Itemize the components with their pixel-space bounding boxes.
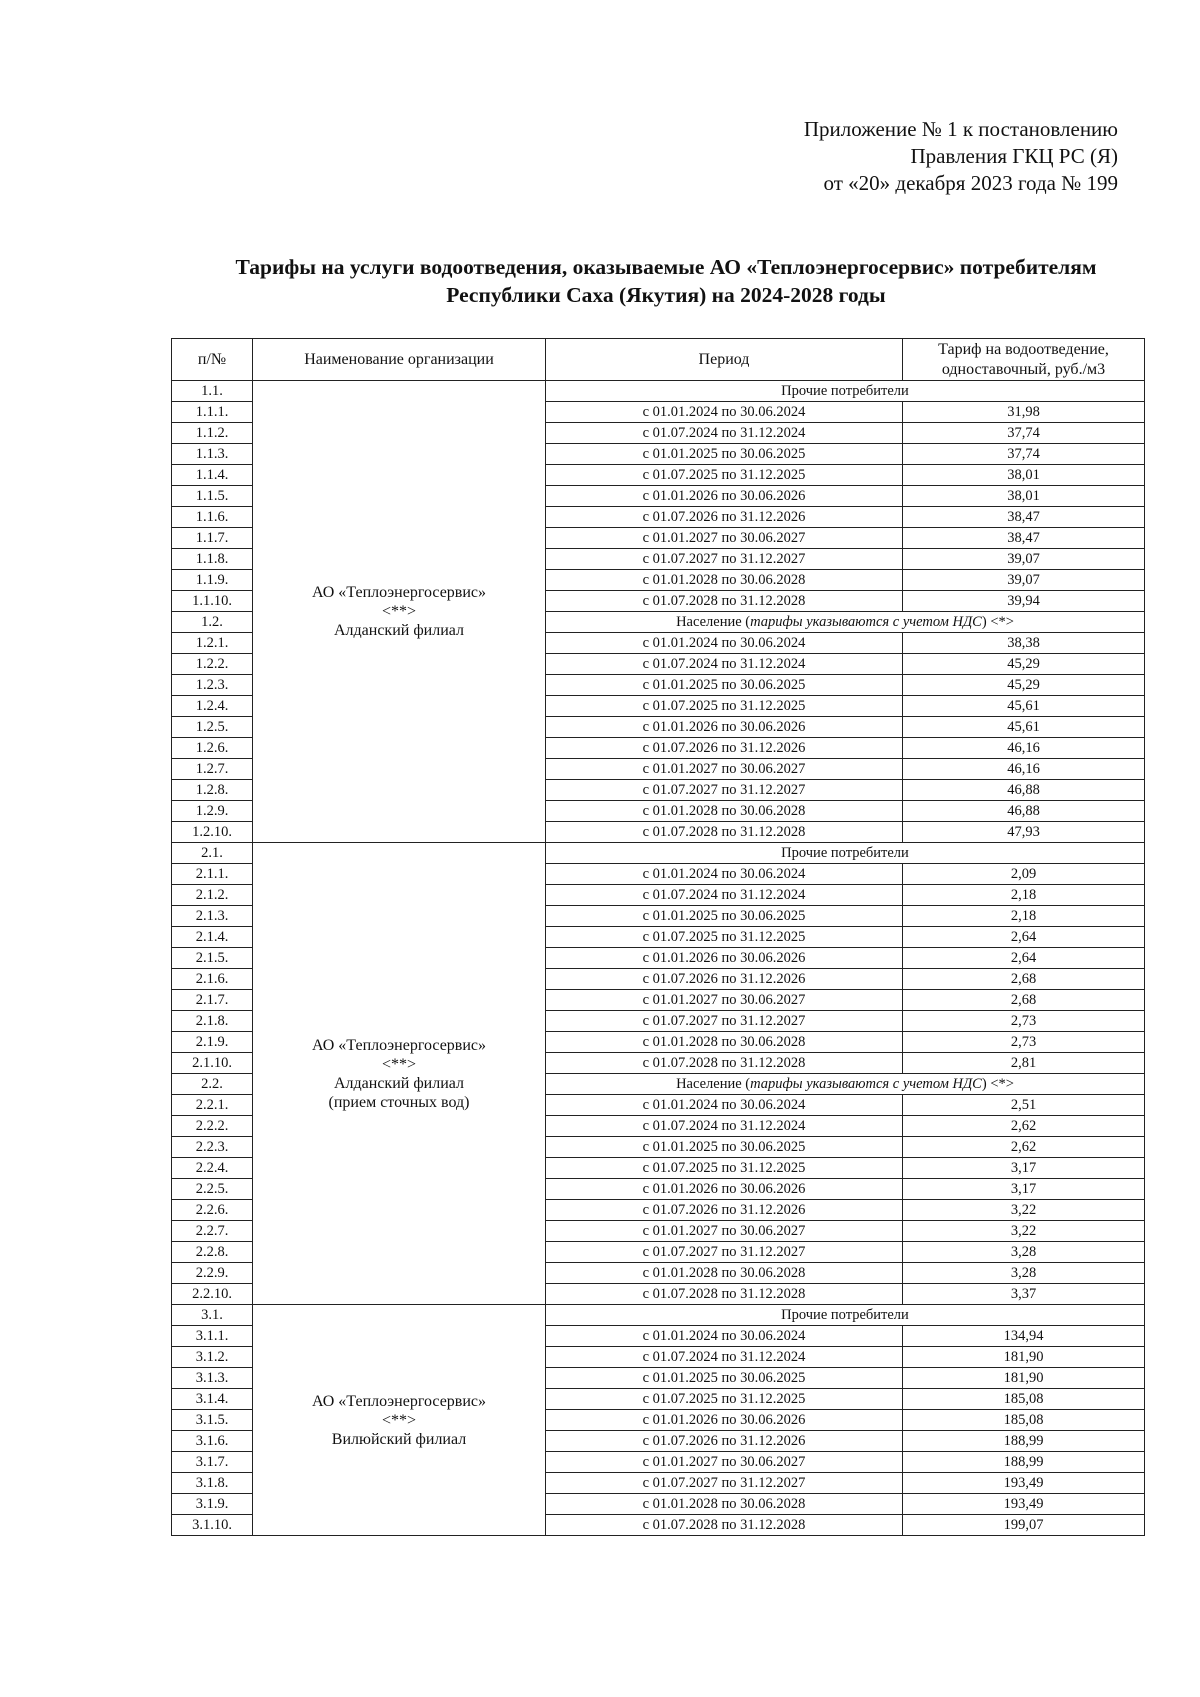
row-number: 2.2.10.: [172, 1284, 253, 1305]
tariff-value: 46,88: [903, 780, 1145, 801]
period-cell: с 01.01.2026 по 30.06.2026: [546, 1410, 903, 1431]
row-number: 3.1.9.: [172, 1494, 253, 1515]
column-header-organization: Наименование организации: [253, 339, 546, 381]
row-number: 2.2.6.: [172, 1200, 253, 1221]
period-cell: с 01.07.2026 по 31.12.2026: [546, 738, 903, 759]
tariff-value: 193,49: [903, 1494, 1145, 1515]
row-number: 2.2.4.: [172, 1158, 253, 1179]
table-header-row: [172, 339, 1145, 381]
column-header-period: Период: [546, 339, 903, 381]
tariff-value: 2,64: [903, 927, 1145, 948]
row-number: 2.1.1.: [172, 864, 253, 885]
organization-cell: [253, 1305, 546, 1536]
row-number: 1.1.6.: [172, 507, 253, 528]
period-cell: с 01.07.2028 по 31.12.2028: [546, 1515, 903, 1536]
period-cell: с 01.01.2026 по 30.06.2026: [546, 717, 903, 738]
tariff-value: 2,81: [903, 1053, 1145, 1074]
period-cell: с 01.07.2025 по 31.12.2025: [546, 696, 903, 717]
tariff-value: 2,51: [903, 1095, 1145, 1116]
tariff-value: 181,90: [903, 1368, 1145, 1389]
document-title: [150, 253, 1182, 309]
row-number: 2.1.7.: [172, 990, 253, 1011]
row-number: 3.1.1.: [172, 1326, 253, 1347]
row-number: 1.1.7.: [172, 528, 253, 549]
tariff-value: 181,90: [903, 1347, 1145, 1368]
period-cell: с 01.01.2026 по 30.06.2026: [546, 948, 903, 969]
period-cell: с 01.07.2025 по 31.12.2025: [546, 465, 903, 486]
row-number: 1.2.6.: [172, 738, 253, 759]
category-label-part: ) <*>: [981, 1075, 1014, 1092]
section-number: 2.2.: [172, 1074, 253, 1095]
period-cell: с 01.01.2027 по 30.06.2027: [546, 1452, 903, 1473]
row-number: 1.2.9.: [172, 801, 253, 822]
tariff-value: 37,74: [903, 444, 1145, 465]
tariff-value: 45,29: [903, 675, 1145, 696]
tariff-header-line-2: одноставочный, руб./м3: [941, 360, 1106, 378]
section-row: [172, 1305, 1145, 1326]
tariff-value: 47,93: [903, 822, 1145, 843]
row-number: 1.1.3.: [172, 444, 253, 465]
tariff-value: 2,64: [903, 948, 1145, 969]
row-number: 3.1.6.: [172, 1431, 253, 1452]
period-cell: с 01.07.2024 по 31.12.2024: [546, 1347, 903, 1368]
period-cell: с 01.01.2028 по 30.06.2028: [546, 1494, 903, 1515]
row-number: 2.1.5.: [172, 948, 253, 969]
row-number: 1.2.10.: [172, 822, 253, 843]
tariff-value: 31,98: [903, 402, 1145, 423]
period-cell: с 01.01.2026 по 30.06.2026: [546, 1179, 903, 1200]
row-number: 1.1.9.: [172, 570, 253, 591]
row-number: 1.2.7.: [172, 759, 253, 780]
period-cell: с 01.01.2028 по 30.06.2028: [546, 1263, 903, 1284]
row-number: 2.2.9.: [172, 1263, 253, 1284]
appendix-line: Приложение № 1 к постановлению: [803, 117, 1118, 141]
tariff-value: 185,08: [903, 1410, 1145, 1431]
tariff-value: 2,18: [903, 906, 1145, 927]
row-number: 2.1.8.: [172, 1011, 253, 1032]
period-cell: с 01.01.2027 по 30.06.2027: [546, 528, 903, 549]
row-number: 2.1.3.: [172, 906, 253, 927]
decree-date-line: от «20» декабря 2023 года № 199: [823, 171, 1118, 195]
section-number: 3.1.: [172, 1305, 253, 1326]
period-cell: с 01.01.2027 по 30.06.2027: [546, 759, 903, 780]
category-label-part: Население (: [676, 613, 751, 630]
tariff-value: 39,94: [903, 591, 1145, 612]
period-cell: с 01.01.2028 по 30.06.2028: [546, 570, 903, 591]
organization-line: Вилюйский филиал: [331, 1430, 467, 1448]
row-number: 1.2.3.: [172, 675, 253, 696]
period-cell: с 01.07.2028 по 31.12.2028: [546, 591, 903, 612]
period-cell: с 01.07.2028 по 31.12.2028: [546, 1053, 903, 1074]
period-cell: с 01.07.2026 по 31.12.2026: [546, 1200, 903, 1221]
tariff-value: 39,07: [903, 570, 1145, 591]
row-number: 1.1.2.: [172, 423, 253, 444]
period-cell: с 01.07.2025 по 31.12.2025: [546, 1158, 903, 1179]
tariff-value: 185,08: [903, 1389, 1145, 1410]
tariff-value: 45,29: [903, 654, 1145, 675]
row-number: 2.2.8.: [172, 1242, 253, 1263]
tariff-table-body: [172, 381, 1145, 1536]
row-number: 1.2.5.: [172, 717, 253, 738]
tariff-value: 2,73: [903, 1011, 1145, 1032]
row-number: 3.1.4.: [172, 1389, 253, 1410]
period-cell: с 01.01.2025 по 30.06.2025: [546, 906, 903, 927]
row-number: 2.2.1.: [172, 1095, 253, 1116]
section-number: 1.2.: [172, 612, 253, 633]
row-number: 1.2.8.: [172, 780, 253, 801]
period-cell: с 01.01.2025 по 30.06.2025: [546, 1137, 903, 1158]
tariff-value: 38,01: [903, 486, 1145, 507]
period-cell: с 01.01.2024 по 30.06.2024: [546, 633, 903, 654]
row-number: 3.1.3.: [172, 1368, 253, 1389]
row-number: 2.1.6.: [172, 969, 253, 990]
consumer-category-label: [546, 1074, 1145, 1095]
tariff-value: 39,07: [903, 549, 1145, 570]
document-header: [804, 116, 1118, 197]
consumer-category-label: Прочие потребители: [546, 381, 1145, 402]
organization-line: (прием сточных вод): [328, 1093, 470, 1111]
row-number: 1.1.4.: [172, 465, 253, 486]
tariff-value: 45,61: [903, 696, 1145, 717]
category-label-part: тарифы указываются с учетом НДС: [750, 1075, 982, 1092]
period-cell: с 01.07.2027 по 31.12.2027: [546, 549, 903, 570]
period-cell: с 01.07.2026 по 31.12.2026: [546, 507, 903, 528]
period-cell: с 01.01.2024 по 30.06.2024: [546, 1095, 903, 1116]
period-cell: с 01.01.2027 по 30.06.2027: [546, 1221, 903, 1242]
period-cell: с 01.01.2027 по 30.06.2027: [546, 990, 903, 1011]
period-cell: с 01.07.2027 по 31.12.2027: [546, 780, 903, 801]
tariff-value: 193,49: [903, 1473, 1145, 1494]
tariff-value: 38,47: [903, 507, 1145, 528]
organization-line: АО «Теплоэнергосервис»: [311, 1036, 487, 1054]
tariff-value: 46,16: [903, 759, 1145, 780]
tariff-header-line-1: Тариф на водоотведение,: [938, 340, 1109, 358]
period-cell: с 01.07.2028 по 31.12.2028: [546, 822, 903, 843]
period-cell: с 01.01.2024 по 30.06.2024: [546, 1326, 903, 1347]
period-cell: с 01.01.2025 по 30.06.2025: [546, 1368, 903, 1389]
consumer-category-label: Прочие потребители: [546, 1305, 1145, 1326]
tariff-value: 2,18: [903, 885, 1145, 906]
row-number: 1.1.5.: [172, 486, 253, 507]
tariff-value: 134,94: [903, 1326, 1145, 1347]
tariff-value: 3,22: [903, 1221, 1145, 1242]
row-number: 3.1.7.: [172, 1452, 253, 1473]
row-number: 2.1.9.: [172, 1032, 253, 1053]
row-number: 2.2.7.: [172, 1221, 253, 1242]
organization-line: АО «Теплоэнергосервис»: [311, 1392, 487, 1410]
period-cell: с 01.07.2025 по 31.12.2025: [546, 1389, 903, 1410]
row-number: 2.1.2.: [172, 885, 253, 906]
period-cell: с 01.07.2026 по 31.12.2026: [546, 969, 903, 990]
consumer-category-label: Прочие потребители: [546, 843, 1145, 864]
tariff-value: 2,68: [903, 969, 1145, 990]
period-cell: с 01.07.2027 по 31.12.2027: [546, 1473, 903, 1494]
row-number: 2.1.4.: [172, 927, 253, 948]
tariff-value: 2,73: [903, 1032, 1145, 1053]
period-cell: с 01.01.2025 по 30.06.2025: [546, 444, 903, 465]
tariff-value: 38,38: [903, 633, 1145, 654]
period-cell: с 01.07.2028 по 31.12.2028: [546, 1284, 903, 1305]
authority-line: Правления ГКЦ РС (Я): [910, 144, 1118, 168]
tariff-value: 46,88: [903, 801, 1145, 822]
row-number: 3.1.8.: [172, 1473, 253, 1494]
section-number: 2.1.: [172, 843, 253, 864]
tariff-value: 2,62: [903, 1137, 1145, 1158]
tariff-value: 3,28: [903, 1242, 1145, 1263]
row-number: 1.2.2.: [172, 654, 253, 675]
period-cell: с 01.07.2024 по 31.12.2024: [546, 885, 903, 906]
tariff-value: 2,09: [903, 864, 1145, 885]
tariff-value: 3,17: [903, 1179, 1145, 1200]
organization-cell: [253, 843, 546, 1305]
organization-line: Алданский филиал: [333, 1074, 465, 1092]
row-number: 2.2.2.: [172, 1116, 253, 1137]
period-cell: с 01.07.2024 по 31.12.2024: [546, 654, 903, 675]
section-row: [172, 843, 1145, 864]
organization-line: <**>: [381, 603, 417, 620]
tariff-value: 3,22: [903, 1200, 1145, 1221]
tariff-table: [171, 338, 1145, 1536]
tariff-value: 188,99: [903, 1431, 1145, 1452]
period-cell: с 01.01.2028 по 30.06.2028: [546, 1032, 903, 1053]
period-cell: с 01.01.2024 по 30.06.2024: [546, 402, 903, 423]
period-cell: с 01.07.2027 по 31.12.2027: [546, 1242, 903, 1263]
title-line-2: Республики Саха (Якутия) на 2024-2028 годы: [446, 283, 886, 307]
period-cell: с 01.07.2024 по 31.12.2024: [546, 423, 903, 444]
category-label-part: тарифы указываются с учетом НДС: [750, 613, 982, 630]
consumer-category-label: [546, 612, 1145, 633]
period-cell: с 01.07.2025 по 31.12.2025: [546, 927, 903, 948]
row-number: 2.1.10.: [172, 1053, 253, 1074]
tariff-value: 3,37: [903, 1284, 1145, 1305]
row-number: 3.1.10.: [172, 1515, 253, 1536]
tariff-value: 2,62: [903, 1116, 1145, 1137]
tariff-value: 199,07: [903, 1515, 1145, 1536]
row-number: 3.1.5.: [172, 1410, 253, 1431]
tariff-value: 3,28: [903, 1263, 1145, 1284]
row-number: 2.2.5.: [172, 1179, 253, 1200]
tariff-value: 2,68: [903, 990, 1145, 1011]
organization-cell: [253, 381, 546, 843]
row-number: 1.1.1.: [172, 402, 253, 423]
organization-line: АО «Теплоэнергосервис»: [311, 584, 487, 601]
title-line-1: Тарифы на услуги водоотведения, оказываемые АО «Теплоэнергосервис» потребителям: [235, 255, 1097, 279]
category-label-part: ) <*>: [981, 613, 1014, 630]
row-number: 1.1.10.: [172, 591, 253, 612]
tariff-value: 37,74: [903, 423, 1145, 444]
tariff-value: 38,47: [903, 528, 1145, 549]
column-header-number: п/№: [172, 339, 253, 381]
period-cell: с 01.01.2026 по 30.06.2026: [546, 486, 903, 507]
category-label-part: Население (: [676, 1075, 751, 1092]
tariff-value: 38,01: [903, 465, 1145, 486]
period-cell: с 01.01.2028 по 30.06.2028: [546, 801, 903, 822]
row-number: 1.2.1.: [172, 633, 253, 654]
period-cell: с 01.01.2024 по 30.06.2024: [546, 864, 903, 885]
period-cell: с 01.01.2025 по 30.06.2025: [546, 675, 903, 696]
row-number: 1.2.4.: [172, 696, 253, 717]
tariff-value: 45,61: [903, 717, 1145, 738]
row-number: 1.1.8.: [172, 549, 253, 570]
organization-line: Алданский филиал: [333, 622, 465, 639]
period-cell: с 01.07.2024 по 31.12.2024: [546, 1116, 903, 1137]
section-row: [172, 381, 1145, 402]
period-cell: с 01.07.2027 по 31.12.2027: [546, 1011, 903, 1032]
organization-line: <**>: [381, 1411, 417, 1429]
row-number: 3.1.2.: [172, 1347, 253, 1368]
period-cell: с 01.07.2026 по 31.12.2026: [546, 1431, 903, 1452]
tariff-value: 46,16: [903, 738, 1145, 759]
tariff-value: 188,99: [903, 1452, 1145, 1473]
section-number: 1.1.: [172, 381, 253, 402]
organization-line: <**>: [381, 1055, 417, 1073]
column-header-tariff: [903, 339, 1145, 381]
row-number: 2.2.3.: [172, 1137, 253, 1158]
tariff-value: 3,17: [903, 1158, 1145, 1179]
